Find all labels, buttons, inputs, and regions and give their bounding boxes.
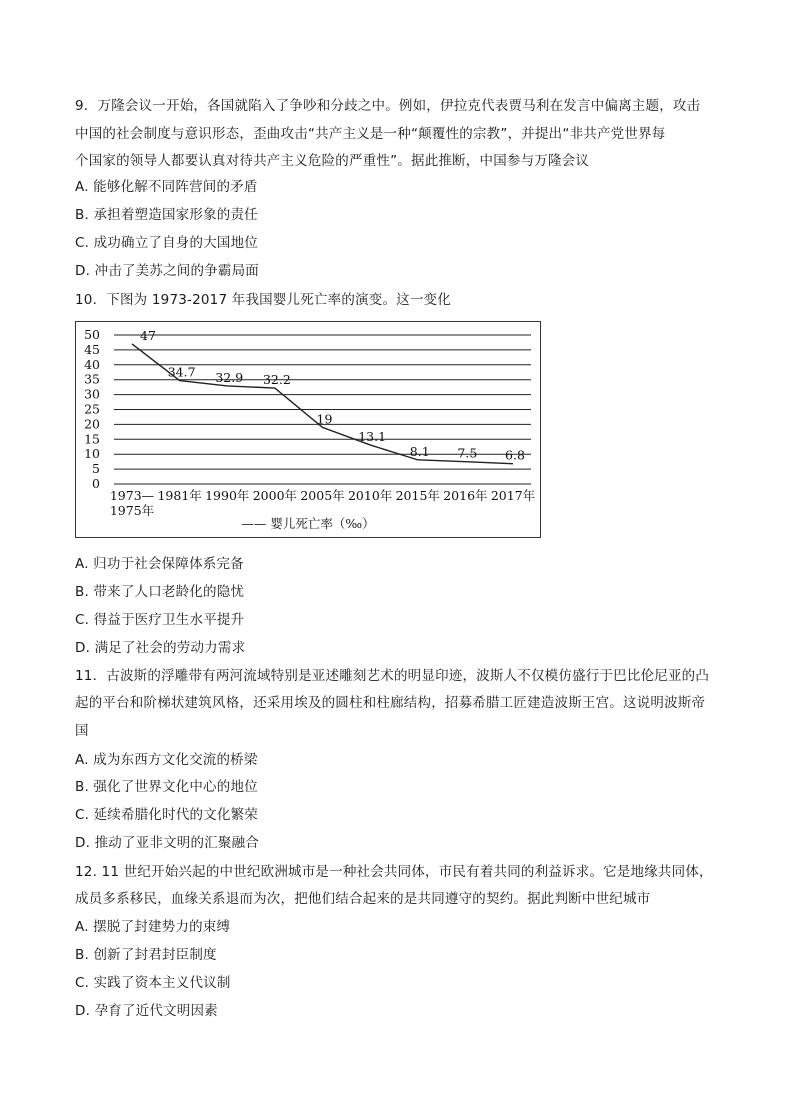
- x-tick-label: 1990年: [205, 488, 250, 503]
- question-11-option-b: B. 强化了世界文化中心的地位: [75, 779, 258, 795]
- data-label: 19: [316, 411, 333, 427]
- question-11-option-c: C. 延续希腊化时代的文化繁荣: [75, 807, 259, 823]
- question-9-option-a: A. 能够化解不同阵营间的矛盾: [75, 179, 258, 195]
- question-12-stem-line-1: 12. 11 世纪开始兴起的中世纪欧洲城市是一种社会共同体，市民有着共同的利益诉求。它是地缘共同体，: [75, 864, 713, 880]
- y-tick-label: 15: [84, 431, 100, 447]
- y-tick-label: 40: [84, 356, 100, 372]
- x-tick-label: 1981年: [157, 488, 202, 503]
- x-tick-label: 1975年: [109, 503, 155, 518]
- question-12-option-d: D. 孕育了近代文明因素: [75, 1003, 218, 1019]
- question-11-option-d: D. 推动了亚非文明的汇聚融合: [75, 835, 259, 851]
- question-11-stem-line-2: 起的平台和阶梯状建筑风格，还采用埃及的圆柱和柱廊结构，招募希腊工匠建造波斯王宫。这说明波斯帝: [75, 695, 706, 711]
- data-label: 8.1: [409, 443, 430, 459]
- series-line-infant-mortality: [132, 344, 513, 464]
- y-tick-label: 5: [92, 461, 100, 477]
- infant-mortality-chart: [75, 321, 541, 538]
- question-9-option-d: D. 冲击了美苏之间的争霸局面: [75, 263, 259, 279]
- question-10-option-d: D. 满足了社会的劳动力需求: [75, 640, 246, 656]
- y-tick-label: 30: [84, 386, 100, 402]
- x-tick-label: 2015年: [395, 488, 440, 503]
- data-label: 32.2: [262, 372, 291, 388]
- question-9-stem-line-3: 个国家的领导人都要认真对待共产主义危险的严重性”。据此推断，中国参与万隆会议: [75, 153, 590, 169]
- x-tick-label: 1973—: [109, 488, 155, 503]
- y-tick-label: 0: [92, 476, 100, 491]
- data-label: 6.8: [505, 447, 525, 463]
- question-10-option-c: C. 得益于医疗卫生水平提升: [75, 612, 245, 628]
- question-10-option-b: B. 带来了人口老龄化的隐忧: [75, 584, 245, 600]
- y-tick-label: 50: [84, 327, 100, 342]
- question-10-option-a: A. 归功于社会保障体系完备: [75, 556, 244, 572]
- chart-svg: [76, 322, 540, 537]
- y-tick-label: 25: [84, 401, 100, 417]
- data-label: 13.1: [358, 428, 387, 444]
- y-tick-label: 10: [84, 446, 100, 462]
- data-label: 7.5: [457, 445, 478, 461]
- question-11-stem-line-3: 国: [75, 723, 89, 739]
- y-tick-label: 20: [84, 416, 100, 432]
- question-11-option-a: A. 成为东西方文化交流的桥梁: [75, 752, 258, 768]
- question-12-stem-line-2: 成员多系移民，血缘关系退而为次，把他们结合起来的是共同遵守的契约。据此判断中世纪城市: [75, 891, 651, 907]
- x-tick-label: 2010年: [347, 488, 393, 503]
- question-10-stem-line-1: 10．下图为 1973-2017 年我国婴儿死亡率的演变。这一变化: [75, 292, 451, 308]
- question-9-stem-line-2: 中国的社会制度与意识形态，歪曲攻击“共产主义是一种“颠覆性的宗教”，并提出“非共产党世界每: [75, 126, 666, 142]
- question-12-option-c: C. 实践了资本主义代议制: [75, 975, 231, 991]
- question-9-option-b: B. 承担着塑造国家形象的责任: [75, 207, 258, 223]
- question-11-stem-line-1: 11．古波斯的浮雕带有两河流域特别是亚述雕刻艺术的明显印迹，波斯人不仅模仿盛行于巴比伦尼亚的凸: [75, 668, 710, 684]
- data-label: 32.9: [215, 369, 244, 385]
- data-label: 47: [140, 327, 156, 343]
- question-12-option-b: B. 创新了封君封臣制度: [75, 947, 217, 963]
- y-tick-label: 35: [84, 371, 100, 387]
- question-12-option-a: A. 摆脱了封建势力的束缚: [75, 919, 231, 935]
- legend-label: —— 婴儿死亡率（‰）: [241, 516, 375, 531]
- x-tick-label: 2017年: [490, 488, 536, 503]
- x-tick-label: 2016年: [443, 488, 488, 503]
- question-9-option-c: C. 成功确立了自身的大国地位: [75, 235, 259, 251]
- data-label: 34.7: [167, 364, 196, 380]
- x-tick-label: 2000年: [252, 488, 298, 503]
- question-9-stem-line-1: 9．万隆会议一开始，各国就陷入了争吵和分歧之中。例如，伊拉克代表贾马利在发言中偏离主题，攻击: [75, 98, 701, 114]
- x-tick-label: 2005年: [300, 488, 345, 503]
- y-tick-label: 45: [84, 341, 100, 357]
